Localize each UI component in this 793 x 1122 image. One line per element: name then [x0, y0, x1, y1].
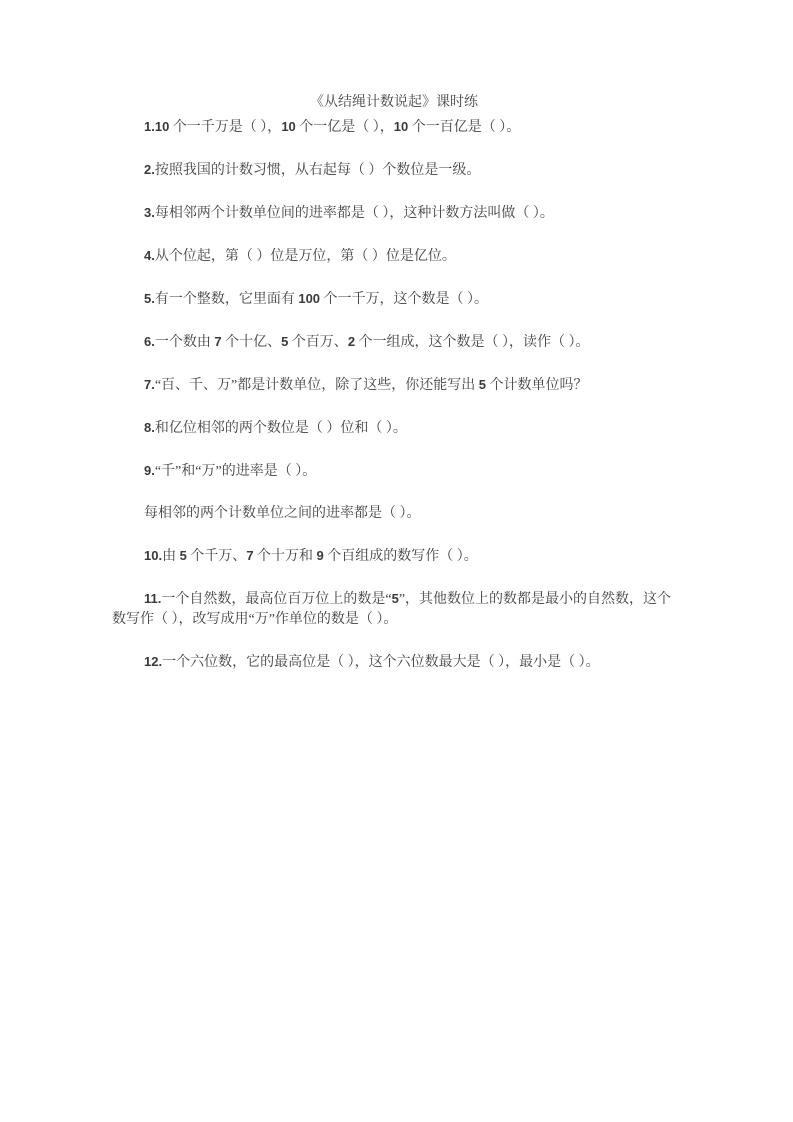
- number: 1.10: [144, 119, 170, 134]
- question-2: 2.按照我国的计数习惯，从右起每（ ）个数位是一级。: [144, 162, 481, 178]
- document-content: [112, 93, 676, 695]
- question-6: 6.一个数由 7 个十亿、5 个百万、2 个一组成，这个数是（ ），读作（ ）。: [144, 334, 590, 350]
- number: 7: [214, 334, 222, 349]
- number: 3.: [144, 205, 155, 220]
- number: 12.: [144, 654, 163, 669]
- number: 5.: [144, 291, 155, 306]
- question-12: 12.一个六位数，它的最高位是（ ），这个六位数最大是（ ），最小是（ ）。: [144, 654, 600, 670]
- number: 5: [179, 548, 187, 563]
- number: 2.: [144, 162, 155, 177]
- question-9: 9.“千”和“万”的进率是（ ）。: [144, 463, 317, 479]
- question-8: 8.和亿位相邻的两个数位是（ ）位和（ ）。: [144, 420, 407, 436]
- number: 10: [281, 119, 296, 134]
- document-title: 《从结绳计数说起》课时练: [310, 95, 478, 110]
- number: 8.: [144, 420, 155, 435]
- number: 100: [298, 291, 321, 306]
- number: 5: [281, 334, 289, 349]
- number: 11.: [144, 591, 162, 606]
- number: 7.: [144, 377, 155, 392]
- number: 2: [347, 334, 356, 349]
- number: 10.: [144, 548, 163, 563]
- question-7: 7.“百、千、万”都是计数单位，除了这些，你还能写出 5 个计数单位吗？: [144, 377, 588, 393]
- number: 7: [246, 548, 254, 563]
- question-5: 5.有一个整数，它里面有 100 个一千万，这个数是（ ）。: [144, 291, 489, 307]
- question-9-supplement: 每相邻的两个计数单位之间的进率都是（ ）。: [144, 506, 421, 521]
- question-3: 3.每相邻两个计数单位间的进率都是（ ），这种计数方法叫做（ ）。: [144, 205, 554, 221]
- question-1: 1.10 个一千万是（ ），10 个一亿是（ ），10 个一百亿是（ ）。: [144, 119, 521, 135]
- number: 4.: [144, 248, 155, 263]
- question-11: 11.一个自然数，最高位百万位上的数是“5”，其他数位上的数都是最小的自然数，这个数写作（ ），改写成用“万”作单位的数是（ ）。: [112, 591, 672, 627]
- number: 10: [393, 119, 409, 134]
- number: 9: [316, 548, 324, 563]
- question-10: 10.由 5 个千万、7 个十万和 9 个百组成的数写作（ ）。: [144, 548, 478, 564]
- question-4: 4.从个位起，第（ ）位是万位，第（ ）位是亿位。: [144, 248, 456, 264]
- number: 5: [478, 377, 487, 392]
- number: 9.: [144, 463, 155, 478]
- number: 6.: [144, 334, 155, 349]
- number: 5: [391, 591, 399, 606]
